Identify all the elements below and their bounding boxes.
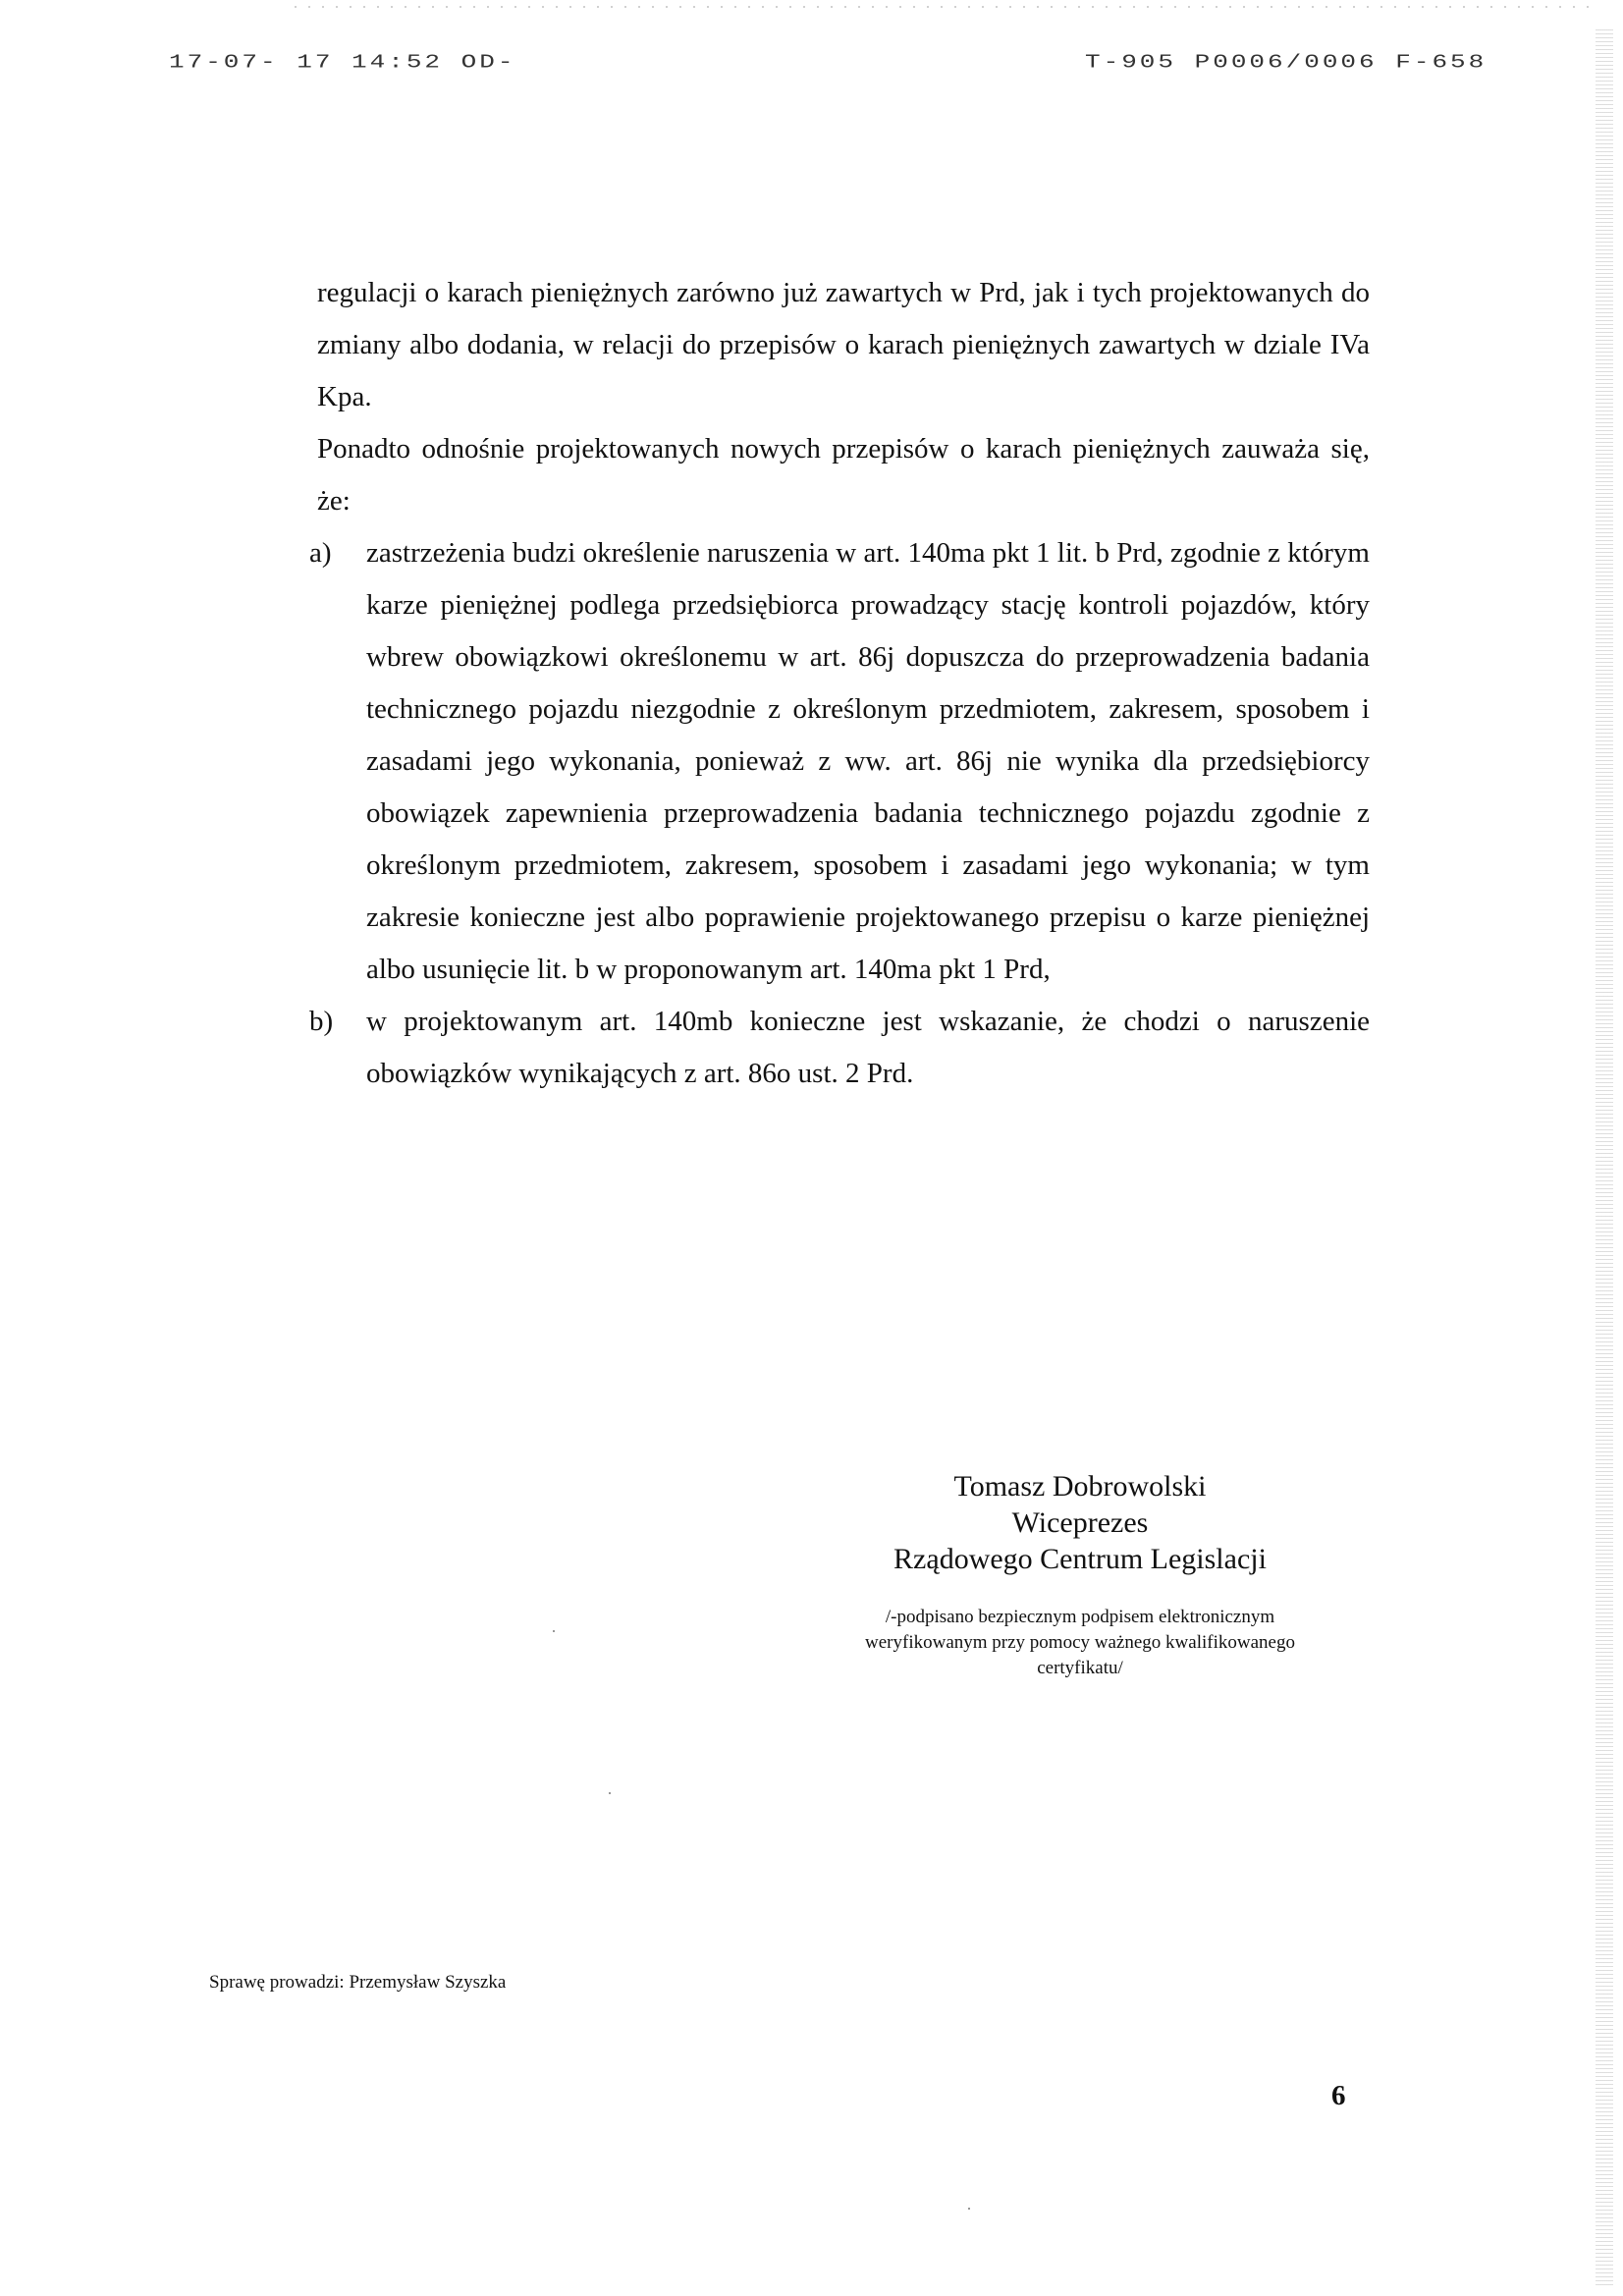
signatory-role: Wiceprezes [1011,1506,1149,1539]
signatory-name: Tomasz Dobrowolski [953,1470,1207,1503]
scan-speck [609,1792,611,1794]
signatory-organization: Rządowego Centrum Legislacji [893,1543,1267,1575]
list-item-b [309,996,1370,1100]
paragraph-continuation: regulacji o karach pieniężnych zarówno już zawartych w Prd, jak i tych projektowanych do zmiany albo dodania, w relacji do przepisów o karach pieniężnych zawartych w dziale IVa Kpa. [317,277,1370,412]
fax-header-right: T-905 P0006/0006 F-658 [1085,51,1488,74]
page-number: 6 [1331,2080,1346,2111]
scan-speck [553,1630,555,1632]
list-marker-a: a) [309,537,332,569]
list-marker-b: b) [309,1006,334,1037]
fax-header-left: 17-07- 17 14:52 OD- [169,51,516,74]
scan-artifact-edge [1596,29,1613,2288]
list-item-a [309,527,1370,996]
list-text-b: w projektowanym art. 140mb konieczne jest wskazanie, że chodzi o naruszenie obowiązków wynikających z art. 86o ust. 2 Prd. [366,1006,1370,1089]
scan-artifact-top [295,6,1600,8]
case-officer: Sprawę prowadzi: Przemysław Szyszka [209,1972,507,1993]
document-body [309,267,1370,1100]
paragraph-intro: Ponadto odnośnie projektowanych nowych przepisów o karach pieniężnych zauważa się, że: [317,433,1370,517]
list-text-a: zastrzeżenia budzi określenie naruszenia w art. 140ma pkt 1 lit. b Prd, zgodnie z którym karze pieniężnej podlega przedsiębiorca prowadzący stację kontroli pojazdów, który wbrew obowiązkowi określonemu w art. 86j dopuszcza do przeprowadzenia badania technicznego pojazdu niezgodnie z określonym przedmiotem, zakresem, sposobem i zasadami jego wykonania, ponieważ z ww. art. 86j nie wynika dla przedsiębiorcy obowiązek zapewnienia przeprowadzenia badania technicznego pojazdu zgodnie z określonym przedmiotem, zakresem, sposobem i zasadami jego wykonania; w tym zakresie konieczne jest albo poprawienie projektowanego przepisu o karze pieniężnej albo usunięcie lit. b w proponowanym art. 140ma pkt 1 Prd, [366,537,1370,985]
signature-block [805,1468,1355,1681]
scan-speck [968,2208,970,2210]
electronic-signature-note: /-podpisano bezpiecznym podpisem elektronicznym weryfikowanym przy pomocy ważnego kwalifikowanego certyfikatu/ [865,1607,1295,1678]
fax-header [0,51,1623,90]
